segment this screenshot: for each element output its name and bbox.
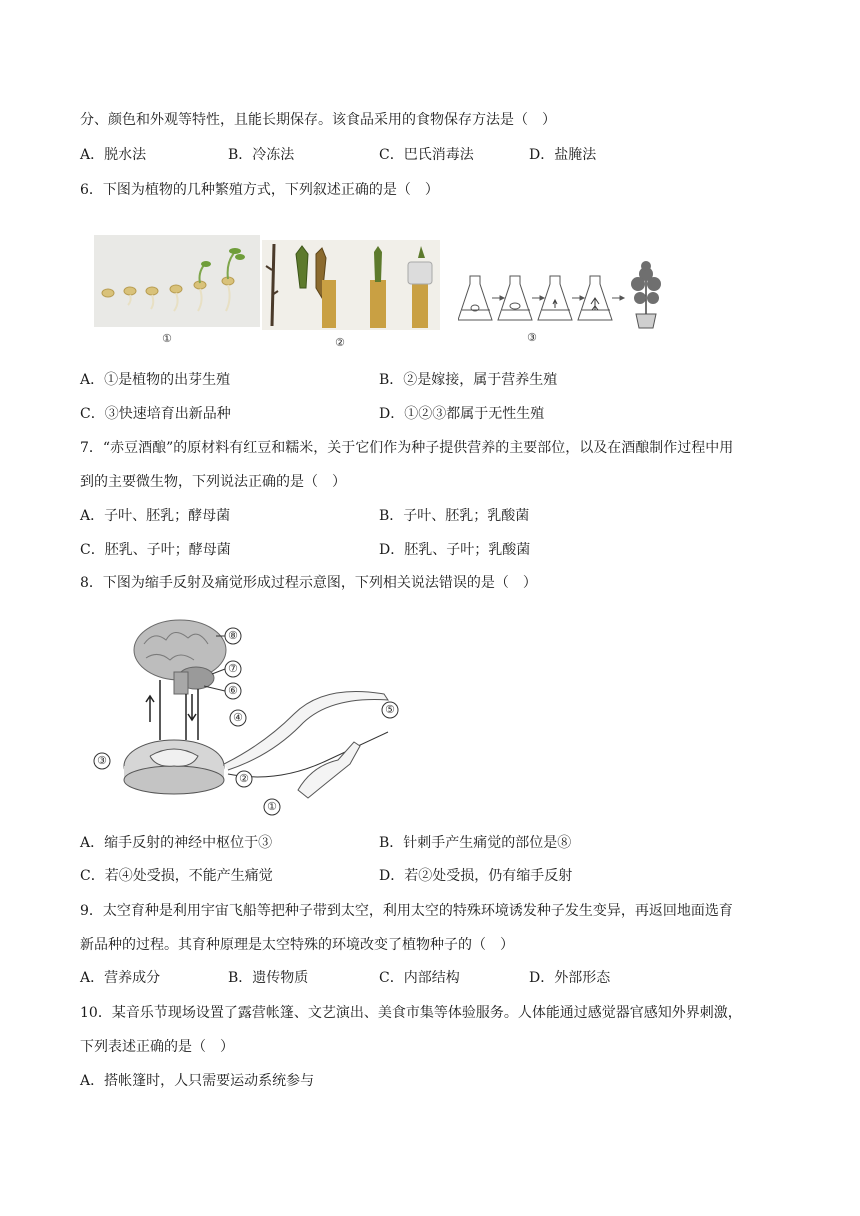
q6-option-d: D．①②③都属于无性生殖 <box>379 406 545 422</box>
tissue-culture-figure <box>458 258 666 330</box>
figure-label-1: ① <box>162 332 172 345</box>
figure-label-2: ② <box>335 336 345 349</box>
q9-stem-line2: 新品种的过程。其育种原理是太空特殊的环境改变了植物种子的（ ） <box>80 937 514 953</box>
grafting-figure <box>262 240 440 330</box>
q8-option-b: B．针刺手产生痛觉的部位是⑧ <box>379 835 572 851</box>
q10-stem-line2: 下列表述正确的是（ ） <box>80 1039 234 1055</box>
reflex-label-2: ② <box>239 772 249 785</box>
q9-option-a: A．营养成分 <box>80 970 161 986</box>
q10-option-a: A．搭帐篷时，人只需要运动系统参与 <box>80 1073 315 1089</box>
q5-option-d: D．盐腌法 <box>529 147 597 163</box>
reflex-label-8: ⑧ <box>228 629 238 642</box>
q8-option-d: D．若②处受损，仍有缩手反射 <box>379 868 573 884</box>
q8-option-a: A．缩手反射的神经中枢位于③ <box>80 835 273 851</box>
reflex-label-6: ⑥ <box>228 684 238 697</box>
q9-option-d: D．外部形态 <box>529 970 611 986</box>
figure-label-3: ③ <box>527 331 537 344</box>
q7-option-b: B．子叶、胚乳；乳酸菌 <box>379 508 530 524</box>
q7-stem-line2: 到的主要微生物，下列说法正确的是（ ） <box>80 474 346 490</box>
q9-option-c: C．内部结构 <box>379 970 460 986</box>
q7-option-d: D．胚乳、子叶；乳酸菌 <box>379 542 531 558</box>
reflex-label-3: ③ <box>97 754 107 767</box>
q5-option-b: B．冷冻法 <box>228 147 295 163</box>
q10-stem-line1: 10．某音乐节现场设置了露营帐篷、文艺演出、美食市集等体验服务。人体能通过感觉器官感知外界刺激， <box>80 1005 742 1021</box>
reflex-label-5: ⑤ <box>385 703 395 716</box>
q9-stem-line1: 9．太空育种是利用宇宙飞船等把种子带到太空，利用太空的特殊环境诱发种子发生变异，再返回地面选育 <box>80 903 733 919</box>
reflex-label-4: ④ <box>233 711 243 724</box>
q5-option-a: A．脱水法 <box>80 147 147 163</box>
reflex-label-1: ① <box>267 800 277 813</box>
q8-stem: 8．下图为缩手反射及痛觉形成过程示意图，下列相关说法错误的是（ ） <box>80 575 537 591</box>
q6-option-a: A．①是植物的出芽生殖 <box>80 372 231 388</box>
seed-germination-figure <box>94 235 260 327</box>
q5-option-c: C．巴氏消毒法 <box>379 147 474 163</box>
q6-stem: 6．下图为植物的几种繁殖方式，下列叙述正确的是（ ） <box>80 182 439 198</box>
q6-option-b: B．②是嫁接，属于营养生殖 <box>379 372 558 388</box>
q7-option-a: A．子叶、胚乳；酵母菌 <box>80 508 231 524</box>
reflex-label-7: ⑦ <box>228 662 238 675</box>
q7-stem-line1: 7．“赤豆酒酿”的原材料有红豆和糯米，关于它们作为种子提供营养的主要部位，以及在酒酿制作过程中用 <box>80 440 734 456</box>
q9-option-b: B．遗传物质 <box>228 970 309 986</box>
q6-option-c: C．③快速培育出新品种 <box>80 406 231 422</box>
q8-option-c: C．若④处受损，不能产生痛觉 <box>80 868 273 884</box>
reflex-arc-figure <box>88 614 408 820</box>
q5-stem-tail: 分、颜色和外观等特性，且能长期保存。该食品采用的食物保存方法是（ ） <box>80 112 556 128</box>
q7-option-c: C．胚乳、子叶；酵母菌 <box>80 542 231 558</box>
